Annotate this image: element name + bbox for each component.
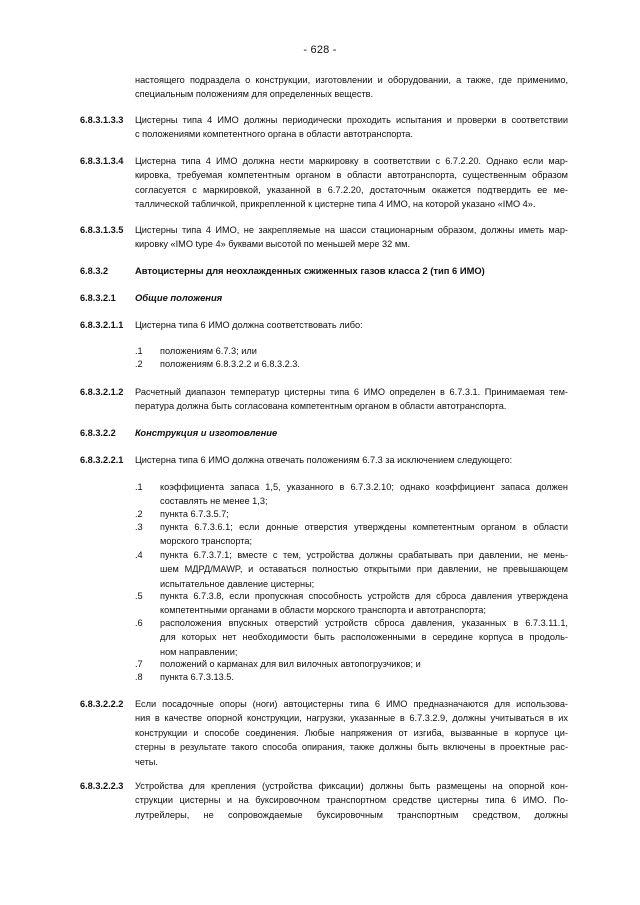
section-number: 6.8.3.2.1.1 (80, 320, 124, 330)
text-line: кировку «IMO type 4» буквами высотой по меньшей мере 32 мм. (135, 239, 411, 250)
list-marker: .2 (135, 359, 143, 369)
section-number: 6.8.3.2.2.1 (80, 455, 124, 465)
text-line: согласуется с маркировкой, указанной в 6.7.2.20, достаточным окажется подтвердить ее ме- (135, 184, 568, 195)
list-text: положений о карманах для вил вилочных автопогрузчиков; и (160, 659, 421, 669)
section-number: 6.8.3.2.2.2 (80, 699, 124, 709)
list-text: испытательное давление цистерны; (160, 578, 315, 589)
list-marker: .6 (135, 618, 143, 628)
section-heading: Конструкция и изготовление (135, 427, 278, 438)
list-marker: .2 (135, 509, 143, 519)
text-line: настоящего подраздела о конструкции, изготовлении и оборудовании, а также, где применимо, (135, 75, 568, 85)
section-number: 6.8.3.1.3.3 (80, 115, 124, 125)
text-line: ния в качестве опорной конструкции, нагрузки, указанные в 6.7.3.2.9, должны учитываться в их (135, 713, 568, 724)
list-text: расположения впускных отверстий устройств сброса давления, указанных в 6.7.3.11.1, (160, 618, 568, 628)
section-number: 6.8.3.2 (80, 266, 109, 276)
text-line: Цистерна типа 6 ИМО должна соответствовать либо: (135, 320, 363, 330)
list-text: ном направлении; (160, 646, 238, 657)
section-number: 6.8.3.2.2.3 (80, 781, 124, 791)
text-line: Цистерна типа 4 ИМО должна нести маркировку в соответствии с 6.7.2.20. Однако если мар- (135, 156, 568, 166)
list-marker: .4 (135, 550, 143, 560)
list-text: пункта 6.7.3.6.1; если донные отверстия утверждены компетентным органом в области (160, 522, 568, 532)
list-marker: .3 (135, 522, 143, 532)
list-marker: .5 (135, 591, 143, 601)
text-line: Цистерны типа 4 ИМО, не закрепляемые на шасси стационарным образом, должны иметь мар- (135, 225, 568, 235)
text-line: Цистерны типа 4 ИМО должны периодически проходить испытания и проверки в соответствии (135, 115, 568, 125)
list-text: морского транспорта; (160, 536, 253, 547)
text-line: лутрейлеры, не сопровождаемые буксировочным транспортным средством, должны (135, 809, 568, 820)
text-line: конструкции и способе соединения. Любые напряжения от изгиба, вызванные в корпусе ци- (135, 727, 568, 738)
text-line: стерны в результате такого способа опирания, также должны быть включены в проектные рас- (135, 742, 568, 753)
list-text: для которых нет необходимости быть расположенными в середине корпуса в продоль- (160, 632, 568, 643)
list-text: составлять не менее 1,3; (160, 496, 268, 507)
list-marker: .1 (135, 346, 143, 356)
text-line: струкции цистерны и на буксировочном транспортном средстве цистерны типа 6 ИМО. По- (135, 795, 568, 806)
text-line: Расчетный диапазон температур цистерны типа 6 ИМО определен в 6.7.3.1. Принимаемая тем- (135, 387, 568, 397)
list-text: пункта 6.7.3.7.1; вместе с тем, устройства должны срабатывать при давлении, не мень- (160, 550, 568, 560)
text-line: с положениями компетентного органа в области автотранспорта. (135, 129, 413, 140)
list-marker: .7 (135, 659, 143, 669)
list-text: положениям 6.8.3.2.2 и 6.8.3.2.3. (160, 359, 300, 369)
text-line: таллической табличкой, прикрепленной к цистерне типа 4 ИМО, на которой указано «IMO 4». (135, 199, 536, 210)
section-number: 6.8.3.1.3.5 (80, 225, 124, 235)
list-text: коэффициента запаса 1,5, указанного в 6.7.3.2.10; однако коэффициент запаса должен (160, 482, 568, 492)
text-line: Цистерна типа 6 ИМО должна отвечать положениям 6.7.3 за исключением следующего: (135, 455, 513, 465)
text-line: Если посадочные опоры (ноги) автоцистерны типа 6 ИМО предназначаются для использова- (135, 699, 568, 709)
page-number: - 628 - (303, 44, 337, 56)
list-marker: .1 (135, 482, 143, 492)
section-number: 6.8.3.2.2 (80, 428, 116, 438)
text-line: специальным положениям для определенных веществ. (135, 89, 374, 100)
section-number: 6.8.3.2.1.2 (80, 387, 124, 397)
section-number: 6.8.3.1.3.4 (80, 156, 124, 166)
text-line: кировка, требуемая компетентным органом в области автотранспорта, существенным образом (135, 170, 568, 181)
list-marker: .8 (135, 672, 143, 682)
list-text: пункта 6.7.3.5.7; (160, 509, 229, 519)
list-text: пункта 6.7.3.13.5. (160, 672, 234, 682)
list-text: пункта 6.7.3.8, если пропускная способность устройств для сброса давления утверждена (160, 591, 568, 601)
section-heading: Общие положения (135, 292, 223, 303)
section-heading: Автоцистерны для неохлажденных сжиженных газов класса 2 (тип 6 ИМО) (135, 265, 485, 276)
list-text: положениям 6.7.3; или (160, 346, 257, 356)
list-text: шем МДРД/MAWP, и оставаться полностью открытыми при давлении, не превышающем (160, 564, 568, 575)
text-line: пература должна быть согласована компетентным органом в области автотранспорта. (135, 401, 507, 412)
section-number: 6.8.3.2.1 (80, 293, 116, 303)
text-line: Устройства для крепления (устройства фиксации) должны быть размещены на опорной кон- (135, 781, 568, 791)
list-text: компетентными органами в области морского транспорта и автотранспорта; (160, 605, 486, 616)
text-line: четы. (135, 756, 158, 767)
